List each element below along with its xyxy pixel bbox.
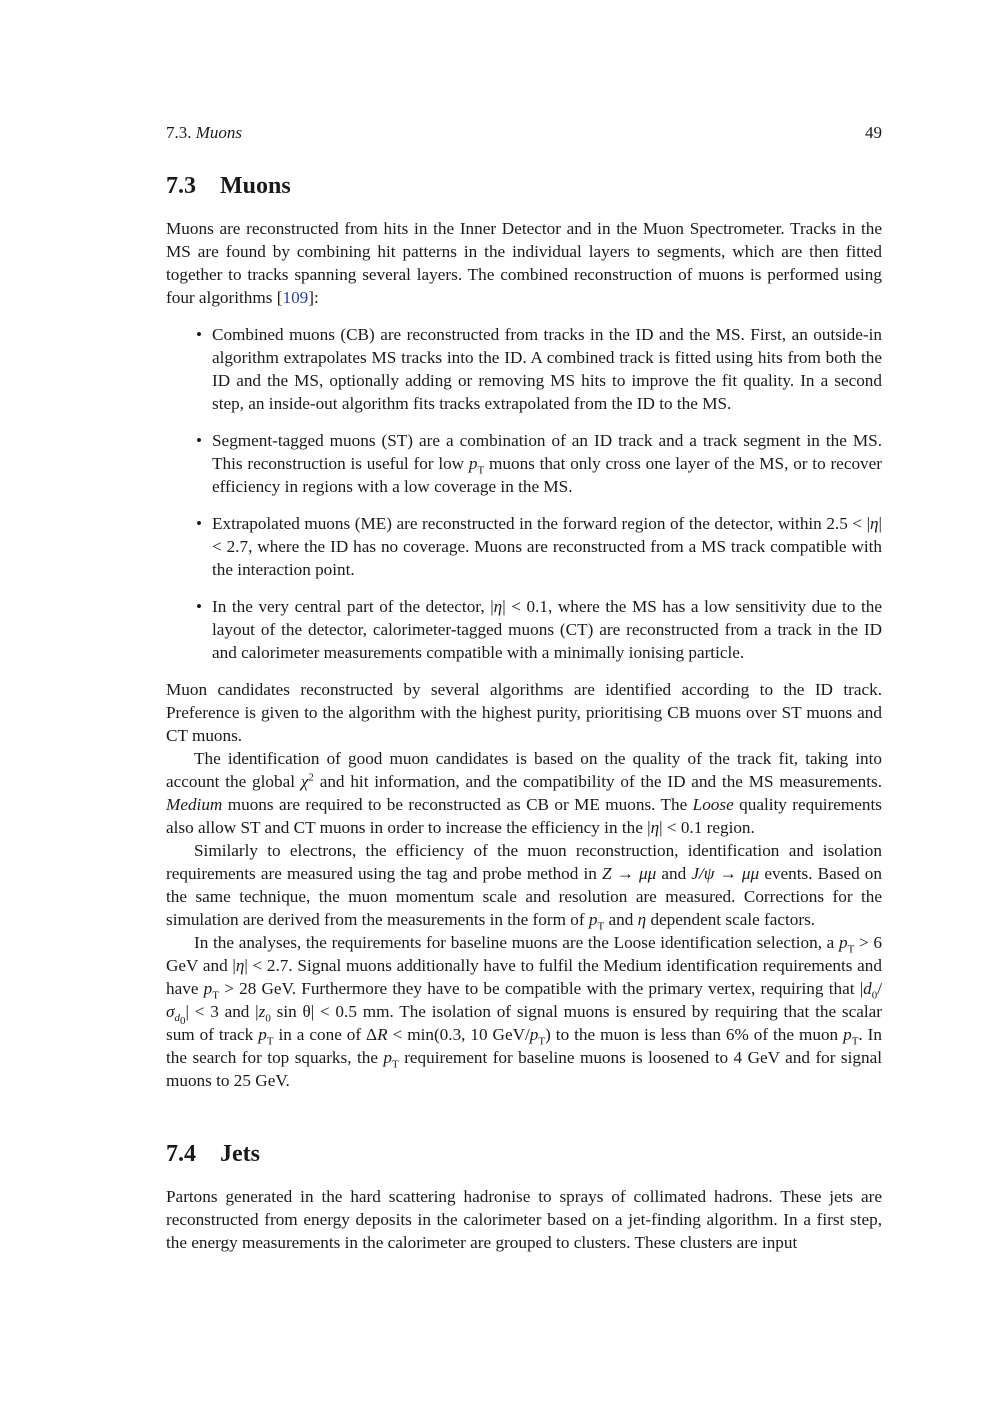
math-z-decay: Z → μμ: [602, 864, 657, 883]
bullet-text: | < 2.7, where the ID has no coverage. Muons are reconstructed from a MS track compatible with the interaction point.: [212, 514, 882, 579]
bullet-list: [166, 595, 882, 664]
section-heading-jets: [166, 1139, 260, 1169]
body-text: [166, 678, 882, 1092]
math-sub: T: [477, 464, 485, 477]
bullet-text: In the very central part of the detector, |: [212, 597, 494, 616]
section-title: Jets: [220, 1141, 260, 1167]
math-p: p: [468, 454, 478, 473]
list-item: • Combined muons (CB) are reconstructed from tracks in the ID and the MS. First, an outside-in algorithm extrapolates MS tracks into the ID. A combined track is fitted using hits from both the ID and the MS, optionally adding or removing MS hits to improve the fit quality. In a second step, an inside-out algorithm fits tracks extrapolated from the ID to the MS.: [196, 325, 882, 413]
running-head-section-number: 7.3.: [166, 123, 192, 142]
term-loose: Loose: [692, 795, 734, 814]
bullet-list: [166, 323, 882, 415]
bullet-list: [166, 512, 882, 581]
section-number: 7.4: [166, 1141, 196, 1167]
intro-paragraph: [166, 217, 882, 309]
paragraph: In the analyses, the requirements for baseline muons are the Loose identification selection, a $p_T > 6$ GeV and |η| < 2.7. Signal muons additionally have to fulfil the Medium identification requirements and have $p_T > 28$ GeV. Furthermore they have to be compatible with the primary vertex, requiring that $|d_0/\sigma_{d_0}| < 3$ and $|z_0$ sin θ| < 0.5 mm. The isolation of signal muons is ensured by requiring that the scalar sum of track $p_T$ in a cone of ΔR < min(0.3, 10 GeV/$p_T$) to the muon is less than 6% of the muon $p_T$. In the search for top squarks, the $p_T$ requirement for baseline muons is loosened to 4 GeV and for signal muons to 25 GeV.: [166, 933, 883, 1090]
paragraph: Similarly to electrons, the efficiency of the muon reconstruction, identification and isolation requirements are measured using the tag and probe method in Z → μμ and J/ψ → μμ events. Based on the same technique, the muon momentum scale and resolution are measured. Corrections for the simulation are derived from the measurements in the form of $p_T$ and η dependent scale factors.: [166, 841, 882, 933]
bullet-text: Combined muons (CB) are reconstructed from tracks in the ID and the MS. First, an outside-in algorithm extrapolates MS tracks into the ID. A combined track is fitted using hits from both the ID and the MS, optionally adding or removing MS hits to improve the fit quality. In a second step, an inside-out algorithm fits tracks extrapolated from the ID to the MS.: [212, 325, 882, 413]
bullet-text: muons that only cross one layer of the MS, or to recover efficiency in regions with a low coverage in the MS.: [212, 454, 882, 496]
page-number: 49: [865, 123, 882, 142]
citation-link[interactable]: 109: [282, 288, 309, 307]
jets-paragraph: [166, 1185, 882, 1254]
running-head-section-title: Muons: [195, 123, 243, 142]
paragraph: Muon candidates reconstructed by several algorithms are identified according to the ID track. Preference is given to the algorithm with the highest purity, prioritising CB muons over ST muons and CT muons.: [166, 680, 882, 745]
list-item: • Segment-tagged muons (ST) are a combination of an ID track and a track segment in the MS. This reconstruction is useful for low $p_T$ muons that only cross one layer of the MS, or to recover efficiency in regions with a low coverage in the MS.: [196, 431, 882, 496]
term-medium: Medium: [166, 795, 223, 814]
list-item: • In the very central part of the detector, |η| < 0.1, where the MS has a low sensitivity due to the layout of the detector, calorimeter-tagged muons (CT) are reconstructed from a track in the ID and calorimeter measurements compatible with a minimally ionising particle.: [196, 597, 882, 662]
running-head: [166, 122, 882, 144]
math-eta: η: [493, 597, 503, 616]
section-number: 7.3: [166, 173, 196, 199]
intro-end: ]:: [308, 288, 319, 307]
math-eta: η: [870, 514, 879, 533]
list-item: • Extrapolated muons (ME) are reconstructed in the forward region of the detector, within 2.5 < |η| < 2.7, where the ID has no coverage. Muons are reconstructed from a MS track compatible with the interaction point.: [196, 514, 882, 579]
bullet-list: [166, 429, 882, 498]
paragraph: The identification of good muon candidates is based on the quality of the track fit, taking into account the global $\chi^2$ and hit information, and the compatibility of the ID and the MS measurements. Medium muons are required to be reconstructed as CB or ME muons. The Loose quality requirements also allow ST and CT muons in order to increase the efficiency in the |η| < 0.1 region.: [166, 749, 882, 837]
section-heading-muons: [166, 171, 291, 201]
paragraph: Partons generated in the hard scattering hadronise to sprays of collimated hadrons. These jets are reconstructed from energy deposits in the calorimeter based on a jet-finding algorithm. In a first step, the energy measurements in the calorimeter are grouped to clusters. These clusters are input: [166, 1187, 882, 1252]
section-title: Muons: [220, 173, 291, 199]
bullet-text: Extrapolated muons (ME) are reconstructed in the forward region of the detector, within 2.5 < |: [212, 514, 871, 533]
math-jpsi-decay: J/ψ → μμ: [691, 864, 760, 883]
bullet-text: | < 0.1, where the MS has a low sensitivity due to the layout of the detector, calorimeter-tagged muons (CT) are reconstructed from a track in the ID and calorimeter measurements compatible with a minimally ionising particle.: [212, 597, 882, 662]
bullet-text: Segment-tagged muons (ST) are a combination of an ID track and a track segment in the MS. This reconstruction is useful for low: [212, 431, 882, 473]
intro-text: Muons are reconstructed from hits in the Inner Detector and in the Muon Spectrometer. Tracks in the MS are found by combining hit patterns in the individual layers to segments, which are then fitted together to tracks spanning several layers. The combined reconstruction of muons is performed using four algorithms [: [166, 219, 882, 307]
